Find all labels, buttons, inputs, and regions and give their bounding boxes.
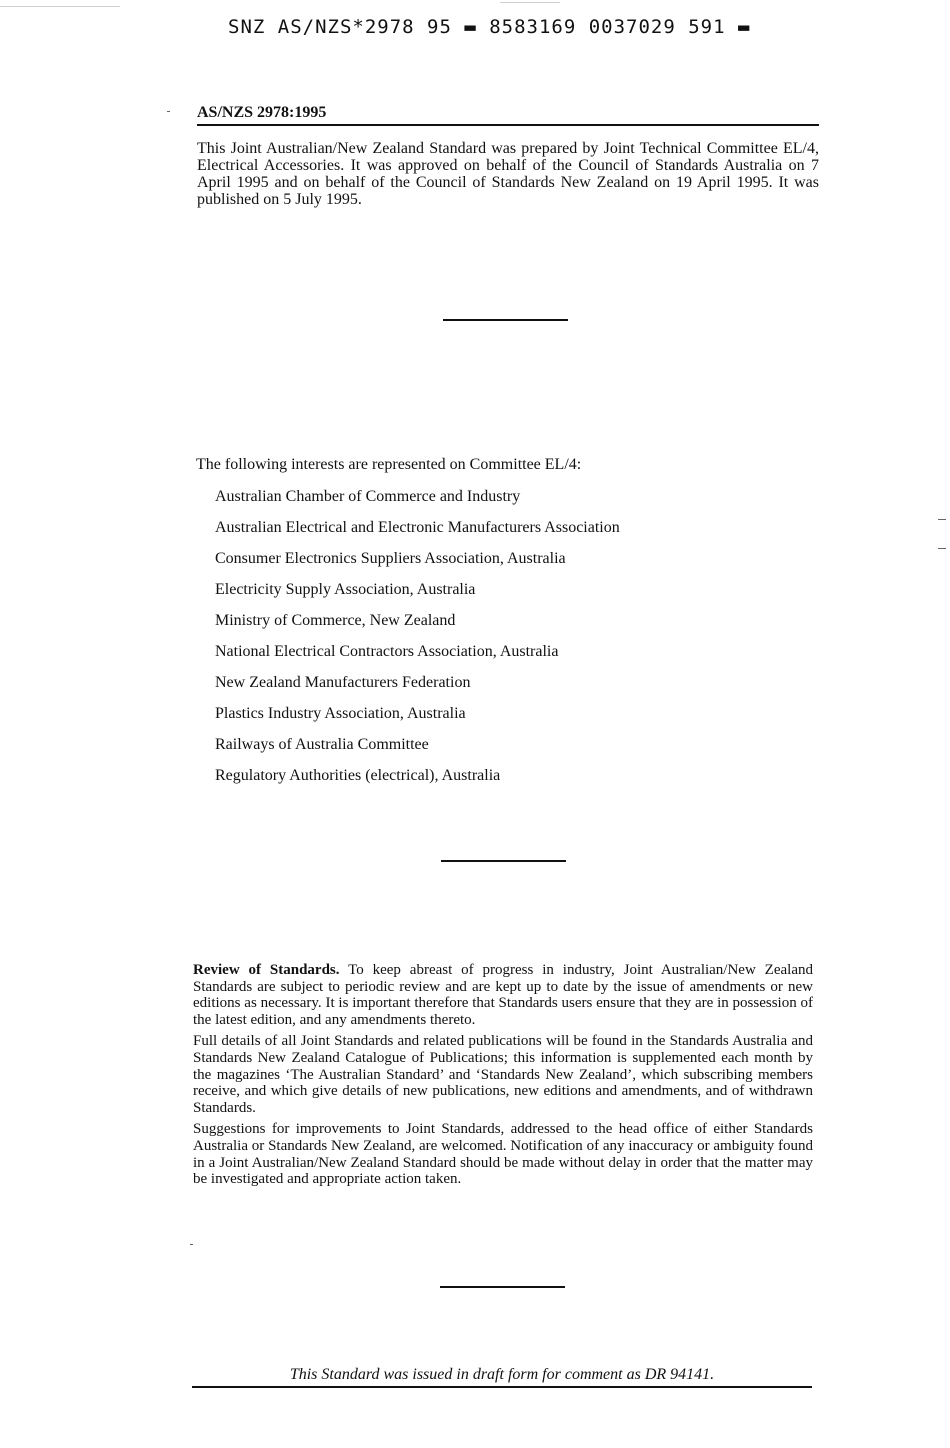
scan-speck	[938, 519, 946, 520]
scan-edge-line	[500, 2, 560, 3]
scan-speck	[938, 548, 946, 549]
standard-designation: AS/NZS 2978:1995	[197, 104, 819, 126]
list-item: Railways of Australia Committee	[215, 736, 429, 753]
review-paragraph-1	[193, 962, 813, 1028]
review-of-standards	[193, 962, 813, 1193]
scan-edge-line	[0, 6, 120, 7]
review-paragraph-3: Suggestions for improvements to Joint Standards, addressed to the head office of either Standards Australia or Standards New Zealand, are welcomed. Notification of any inaccuracy or ambiguity found in a Joint Australian/New Zealand Standard should be made without delay in order that the matter may be investigated and appropriate action taken.	[193, 1121, 813, 1188]
list-item: Plastics Industry Association, Australia	[215, 705, 466, 722]
header-catalog-code: SNZ AS/NZS*2978 95 ▬ 8583169 0037029 591 ▬	[228, 16, 751, 38]
list-item: Regulatory Authorities (electrical), Australia	[215, 767, 501, 784]
scan-speck	[190, 1244, 193, 1245]
section-divider	[441, 860, 566, 862]
list-item: Ministry of Commerce, New Zealand	[215, 612, 456, 629]
review-paragraph-2: Full details of all Joint Standards and related publications will be found in the Standards Australia and Standards New Zealand Catalogue of Publications; this information is supplemented each month by the magazines ‘The Australian Standard’ and ‘Standards New Zealand’, which subscribing members receive, and which give details of new publications, new editions and amendments, and of withdrawn Standards.	[193, 1033, 813, 1116]
section-divider	[440, 1286, 565, 1288]
review-heading: Review of Standards.	[193, 962, 340, 978]
list-item: National Electrical Contractors Association, Australia	[215, 643, 559, 660]
section-divider	[443, 319, 568, 321]
scan-speck	[167, 111, 170, 112]
intro-paragraph: This Joint Australian/New Zealand Standard was prepared by Joint Technical Committee EL/4, Electrical Accessories. It was approved on behalf of the Council of Standards Australia on 7 April 1995 and on behalf of the Council of Standards New Zealand on 19 April 1995. It was published on 5 July 1995.	[197, 140, 819, 208]
interests-list	[215, 487, 815, 797]
draft-note: This Standard was issued in draft form for comment as DR 94141.	[192, 1366, 812, 1388]
list-item: Australian Chamber of Commerce and Industry	[215, 488, 521, 505]
list-item: Consumer Electronics Suppliers Association, Australia	[215, 550, 566, 567]
list-item: New Zealand Manufacturers Federation	[215, 674, 471, 691]
list-item: Australian Electrical and Electronic Manufacturers Association	[215, 519, 620, 536]
review-text-1: To keep abreast of progress in industry, Joint Australian/New Zealand Standards are subject to periodic review and are kept up to date by the issue of amendments or new editions as necessary. It is important therefore that Standards users ensure that they are in possession of the latest edition, and any amendments thereto.	[193, 962, 813, 1028]
interests-title: The following interests are represented on Committee EL/4:	[196, 456, 582, 473]
list-item: Electricity Supply Association, Australia	[215, 581, 476, 598]
